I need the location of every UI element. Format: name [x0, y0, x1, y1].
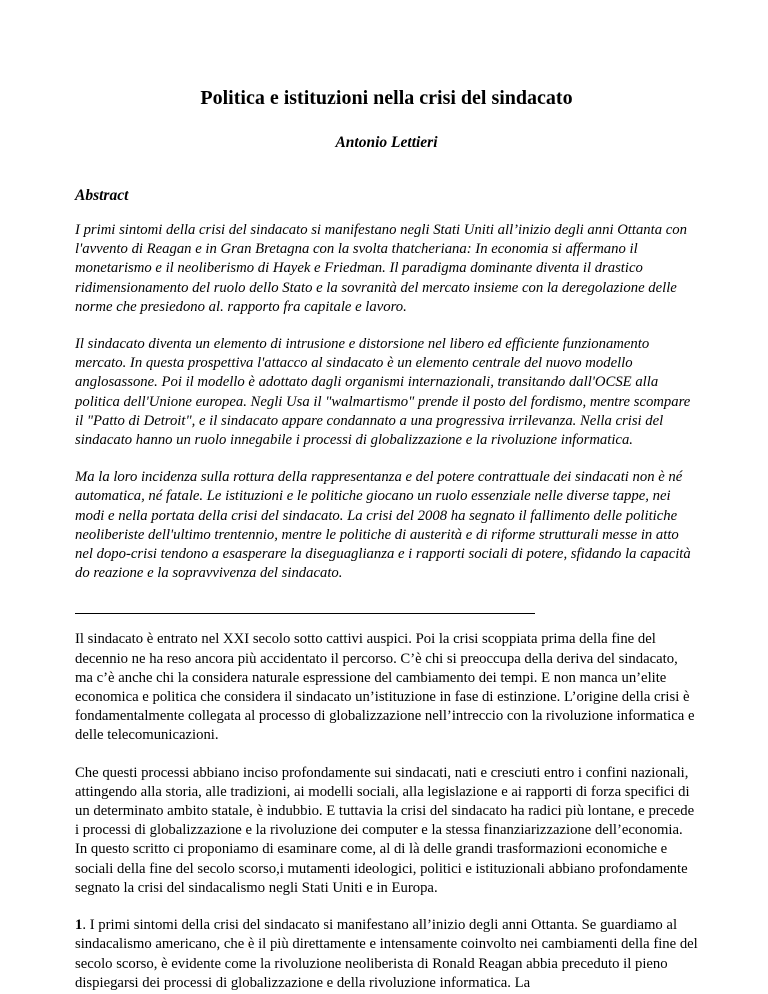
body-paragraph-text: Il sindacato è entrato nel XXI secolo sotto cattivi auspici. Poi la crisi scoppiata prima della fine del decennio ne ha reso ancora più accidentato il percorso. C’è chi si preoccupa della deriva del sindacato, ma c’è anche chi la considera naturale espressione del cambiamento dei tempi. E non manca un’elite economica e politica che considera il sindacato un’istituzione in fase di estinzione. L’origine della crisi è fondamentalmente collegata al processo di globalizzazione nell’intreccio con la rivoluzione informatica e delle telecomunicazioni.: [75, 631, 695, 744]
body-paragraph-text: . I primi sintomi della crisi del sindacato si manifestano all’inizio degli anni Ottanta. Se guardiamo al sindacalismo americano, che è il più direttamente e intensamente coinvolto nei cambiamenti della fine del secolo scorso, è evidente come la rivoluzione neoliberista di Ronald Reagan abbia preceduto il pieno dispiegarsi dei processi di globalizzazione e della rivoluzione informatica. La: [75, 917, 698, 991]
section-number: 1: [75, 917, 83, 934]
abstract-paragraph: Ma la loro incidenza sulla rottura della rappresentanza e del potere contrattuale dei sindacati non è né automatica, né fatale. Le istituzioni e le politiche giocano un ruolo essenziale nelle diverse tappe, nei modi e nella portata della crisi del sindacato. La crisi del 2008 ha segnato il fallimento delle politiche neoliberiste dell'ultimo trentennio, mentre le politiche di austerità e di riforme strutturali messe in atto nel dopo-crisi tendono a esasperare la diseguaglianza e i rapporti sociali di potere, sfidando la capacità do reazione e la sopravvivenza del sindacato.: [75, 469, 691, 582]
body-paragraph: [75, 916, 698, 993]
abstract-paragraph: Il sindacato diventa un elemento di intrusione e distorsione nel libero ed efficiente funzionamento mercato. In questa prospettiva l'attacco al sindacato è un elemento centrale del nuovo modello anglosassone. Poi il modello è adottato dagli organismi internazionali, transitando dall'OCSE alla politica dell'Unione europea. Negli Usa il "walmartismo" prende il posto del fordismo, mentre scompare il "Patto di Detroit", e il sindacato appare condannato a una progressiva irrilevanza. Nella crisi del sindacato hanno un ruolo innegabile i processi di globalizzazione e la rivoluzione informatica.: [75, 336, 691, 449]
abstract-heading: Abstract: [75, 187, 129, 204]
separator-rule: [75, 613, 535, 614]
body-paragraph-text: Che questi processi abbiano inciso profondamente sui sindacati, nati e cresciuti entro i confini nazionali, attingendo alla storia, alle tradizioni, ai modelli sociali, alla legislazione e ai rapporti di forza specifici di un determinato ambito statale, è indubbio. E tuttavia la crisi del sindacato ha radici più lontane, e precede i processi di globalizzazione e la rivoluzione dei computer e la stessa finanziarizzazione dell’economia. In questo scritto ci proponiamo di esaminare come, al di là delle grandi trasformazioni economiche e sociali della fine del secolo scorso,i mutamenti ideologici, politici e istituzionali abbiano profondamente segnato la crisi del sindacalismo negli Stati Uniti e in Europa.: [75, 764, 695, 896]
document-author: Antonio Lettieri: [335, 134, 438, 151]
body-paragraph: [75, 630, 698, 745]
document-title: Politica e istituzioni nella crisi del sindacato: [200, 87, 573, 109]
body-paragraph: [75, 764, 698, 898]
abstract-paragraph: I primi sintomi della crisi del sindacato si manifestano negli Stati Uniti all’inizio degli anni Ottanta con l'avvento di Reagan e in Gran Bretagna con la svolta thatcheriana: In economia si affermano il monetarismo e il neoliberismo di Hayek e Friedman. Il paradigma dominante diventa il drastico ridimensionamento del ruolo dello Stato e la sovranità del mercato insieme con la deregolazione delle norme che presiedono al. rapporto fra capitale e lavoro.: [75, 222, 687, 315]
